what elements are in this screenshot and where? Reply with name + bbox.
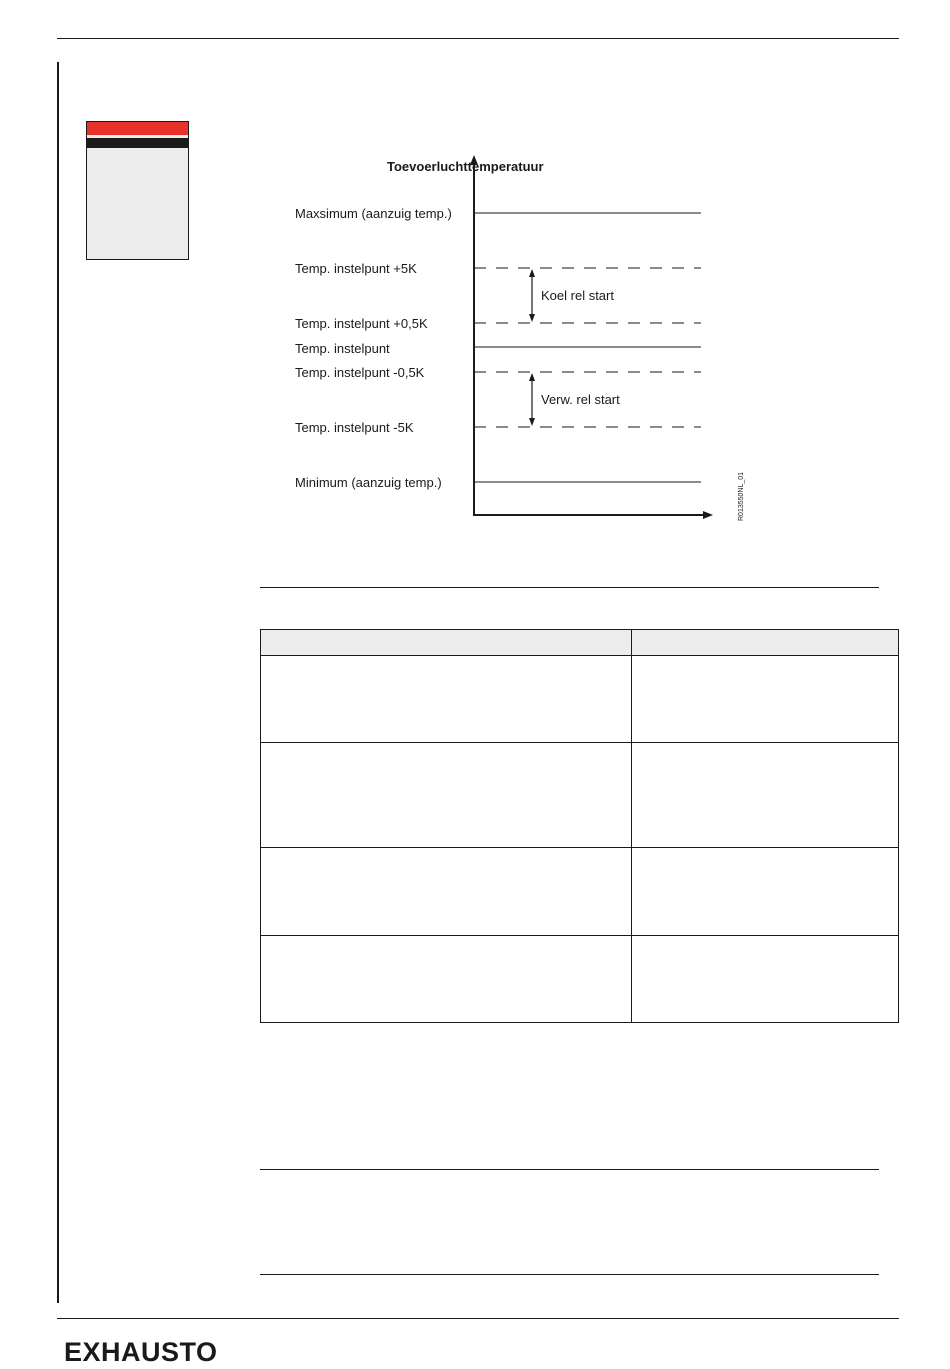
table-cell xyxy=(632,936,899,1023)
level-label-minus05k: Temp. instelpunt -0,5K xyxy=(295,365,425,380)
table-row xyxy=(261,656,899,743)
table-cell xyxy=(261,656,632,743)
level-setpoint xyxy=(295,341,701,356)
table-row xyxy=(261,848,899,936)
table-cell xyxy=(261,848,632,936)
level-label-minus5k: Temp. instelpunt -5K xyxy=(295,420,414,435)
temperature-diagram xyxy=(0,0,950,560)
level-label-min: Minimum (aanzuig temp.) xyxy=(295,475,442,490)
table-cell xyxy=(632,848,899,936)
table-cell xyxy=(261,936,632,1023)
cool-range-label: Koel rel start xyxy=(541,288,614,303)
heat-range-label: Verw. rel start xyxy=(541,392,620,407)
level-minus05k xyxy=(295,365,701,380)
section-rule-1 xyxy=(260,587,879,588)
y-axis-title: Toevoerluchttemperatuur xyxy=(387,159,544,174)
table-header-cell xyxy=(261,630,632,656)
brand-logo: EXHAUSTO xyxy=(64,1337,218,1367)
level-label-setpoint: Temp. instelpunt xyxy=(295,341,390,356)
table-cell xyxy=(632,656,899,743)
table-cell xyxy=(261,743,632,848)
spec-table xyxy=(260,629,899,1023)
section-rule-2 xyxy=(260,1169,879,1170)
level-plus05k xyxy=(295,316,701,331)
level-min xyxy=(295,475,701,490)
level-label-max: Maxsimum (aanzuig temp.) xyxy=(295,206,452,221)
section-rule-3 xyxy=(260,1274,879,1275)
level-label-plus5k: Temp. instelpunt +5K xyxy=(295,261,417,276)
footer-rule xyxy=(57,1318,899,1319)
level-minus5k xyxy=(295,420,701,435)
figure-code: R013550NL_01 xyxy=(738,471,745,521)
level-plus5k xyxy=(295,261,701,276)
table-row xyxy=(261,936,899,1023)
level-max xyxy=(295,206,701,221)
level-label-plus05k: Temp. instelpunt +0,5K xyxy=(295,316,428,331)
table-header-cell xyxy=(632,630,899,656)
table-cell xyxy=(632,743,899,848)
table-row xyxy=(261,743,899,848)
table-header-row xyxy=(261,630,899,656)
